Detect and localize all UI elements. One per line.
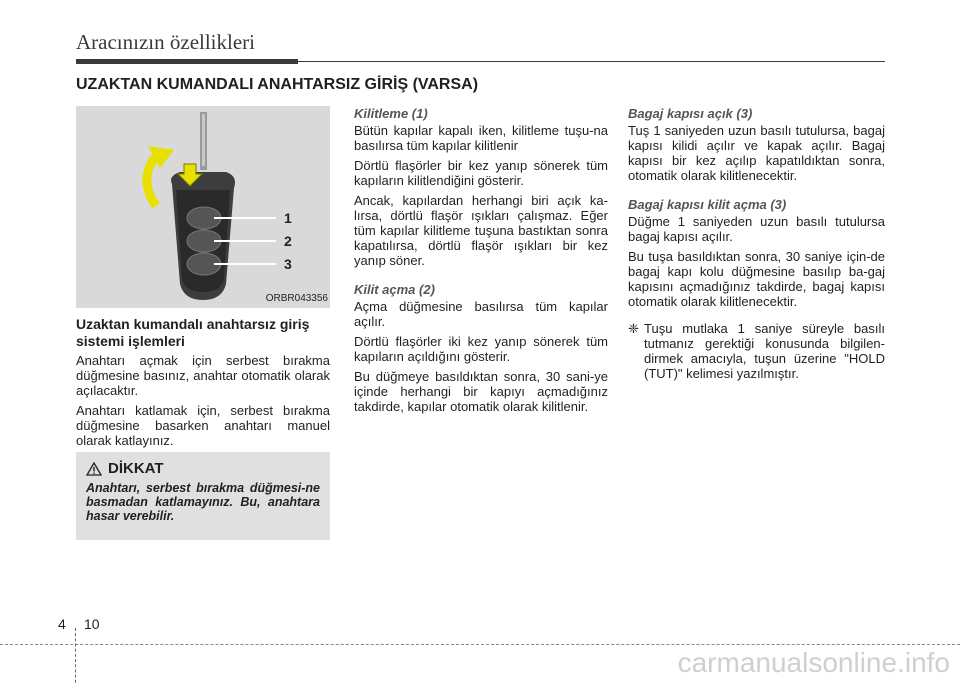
trunk-unlock-paragraph-1: Düğme 1 saniyeden uzun basılı tutulursa bagaj kapısı açılır.: [628, 214, 885, 244]
left-column: [76, 106, 330, 453]
trunk-unlock-paragraph-2: Bu tuşa basıldıktan sonra, 30 saniye için-de bagaj kapı kolu düğmesine basılıp ba-gaj kapısını açmadığınız takdirde, bagaj kapısı otomatik olarak kilitlenecektir.: [628, 249, 885, 309]
header-rule-thick: [76, 59, 298, 64]
callout-3: 3: [284, 256, 292, 272]
unlock-title: Kilit açma (2): [354, 282, 435, 297]
caution-box: [76, 452, 330, 540]
lock-paragraph-2: Dörtlü flaşörler bir kez yanıp sönerek tüm kapıların kilitlendiğini gösterir.: [354, 158, 608, 188]
footer-divider: [75, 628, 76, 685]
chapter-title: Aracınızın özellikleri: [76, 30, 256, 54]
callout-1: 1: [284, 210, 292, 226]
page-chapter-number: 4: [58, 616, 66, 632]
lock-paragraph-1: Bütün kapılar kapalı iken, kilitleme tuşu-na basılırsa tüm kapılar kilitlenir: [354, 123, 608, 153]
header-rule-thin: [298, 61, 885, 62]
hold-note: [628, 321, 885, 381]
footer-rule: [0, 644, 960, 645]
note-mark-icon: ❈: [628, 321, 639, 336]
lock-paragraph-3: Ancak, kapılardan herhangi biri açık ka-lırsa, dörtlü flaşör ışıkları çalışmaz. Eğer tüm kapılar kilitleme tuşuna bastıktan sonra kapatılırsa, dörtlü flaşör ışıkları bir kez yanıp söner.: [354, 193, 608, 268]
unlock-paragraph-1: Açma düğmesine basılırsa tüm kapılar açılır.: [354, 299, 608, 329]
right-column: [628, 106, 885, 381]
trunk-open-paragraph: Tuş 1 saniyeden uzun basılı tutulursa, bagaj kapısı kilidi açılır ve kapak açılır. Bagaj kapısı bir kez açılıp kapatıldıktan sonra, otomatik olarak kilitlenecektir.: [628, 123, 885, 183]
section-title: UZAKTAN KUMANDALI ANAHTARSIZ GİRİŞ (VARSA): [76, 76, 479, 93]
figure-code: ORBR043356: [265, 293, 328, 304]
caution-text: Anahtarı, serbest bırakma düğmesi-ne basmadan katlamayınız. Bu, anahtara hasar verebilir.: [86, 481, 320, 523]
remote-key-illustration: [76, 106, 330, 308]
operations-subhead: Uzaktan kumandalı anahtarsız giriş sistemi işlemleri: [76, 316, 310, 349]
note-text: Tuşu mutlaka 1 saniye süreyle basılı tutmanız gerektiği konusunda bilgilen-dirmek amacıyla, tuşun üzerine "HOLD (TUT)" kelimesi yazılmıştır.: [644, 321, 885, 381]
caution-label: DİKKAT: [108, 460, 164, 477]
key-figure: [76, 106, 330, 308]
left-paragraph-2: Anahtarı katlamak için, serbest bırakma düğmesine basarken anahtarı manuel olarak katlayınız.: [76, 403, 330, 448]
lock-title: Kilitleme (1): [354, 106, 428, 121]
unlock-paragraph-2: Dörtlü flaşörler iki kez yanıp sönerek tüm kapıların açıldığını gösterir.: [354, 334, 608, 364]
middle-column: [354, 106, 608, 419]
trunk-open-title: Bagaj kapısı açık (3): [628, 106, 753, 121]
page-number: 10: [84, 616, 100, 632]
unlock-paragraph-3: Bu düğmeye basıldıktan sonra, 30 sani-ye içinde herhangi bir kapıyı açmadığınız takdirde, kapılar otomatik olarak kilitlenir.: [354, 369, 608, 414]
callout-2: 2: [284, 233, 292, 249]
trunk-unlock-title: Bagaj kapısı kilit açma (3): [628, 197, 787, 212]
left-paragraph-1: Anahtarı açmak için serbest bırakma düğmesine basınız, anahtar otomatik olarak açılacaktır.: [76, 353, 330, 398]
watermark: carmanualsonline.info: [677, 647, 950, 678]
warning-triangle-icon: [86, 462, 102, 476]
